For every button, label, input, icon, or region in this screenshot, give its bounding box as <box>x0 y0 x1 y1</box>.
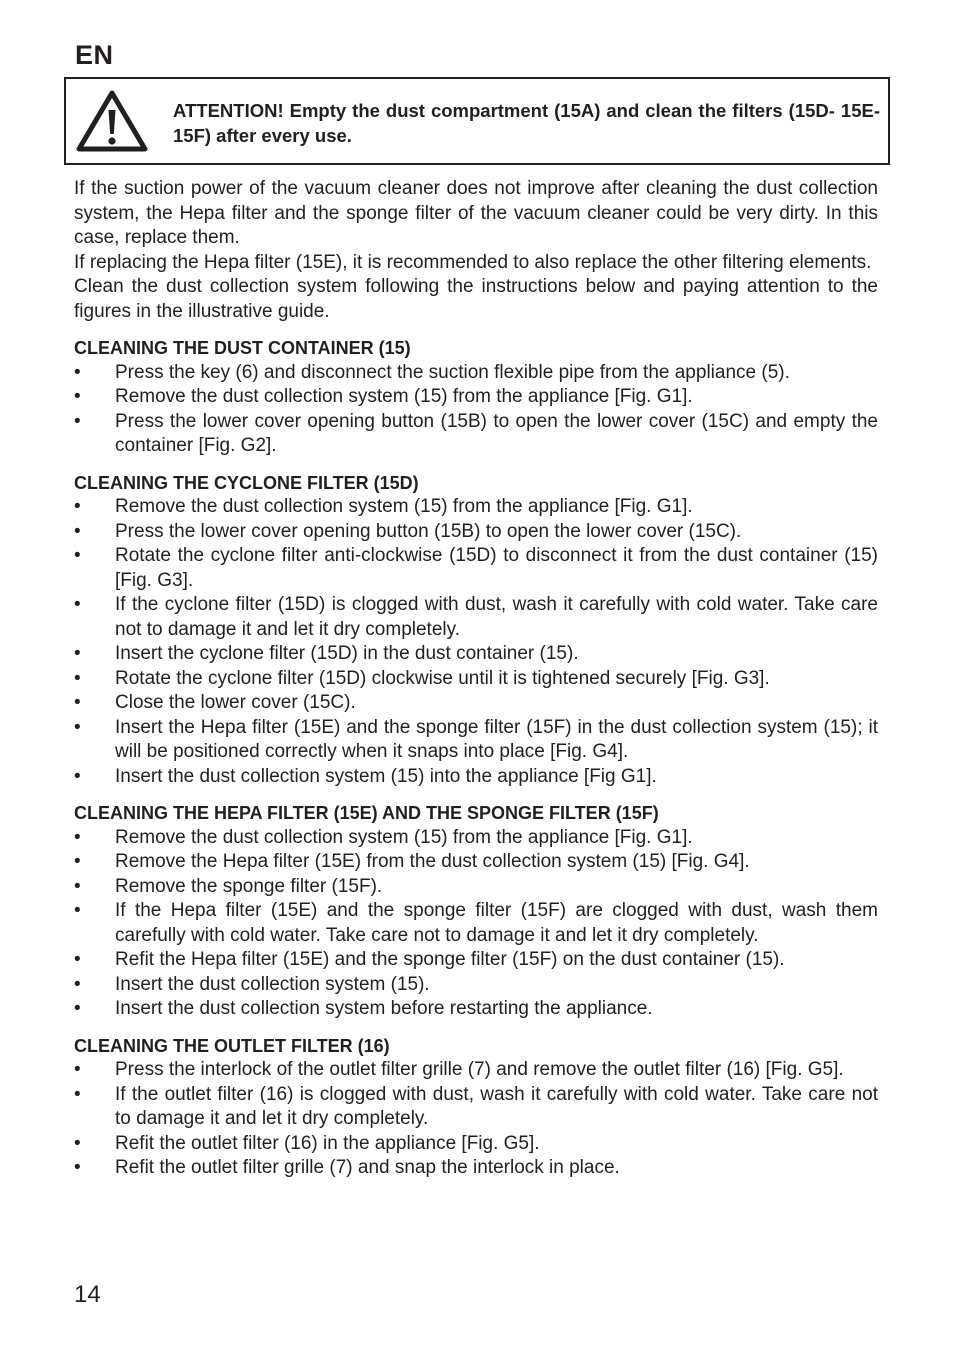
warning-triangle-icon <box>76 89 148 153</box>
bullet-list <box>74 361 878 459</box>
attention-box <box>64 77 890 165</box>
bullet-text: Rotate the cyclone filter (15D) clockwise until it is tightened securely [Fig. G3]. <box>115 667 770 689</box>
section-heading: CLEANING THE OUTLET FILTER (16) <box>74 1035 390 1056</box>
bullet-item <box>74 361 878 386</box>
intro-paragraphs <box>74 177 878 324</box>
bullet-marker: • <box>74 765 81 787</box>
bullet-text: Remove the dust collection system (15) from the appliance [Fig. G1]. <box>115 826 693 848</box>
bullet-item <box>74 716 878 765</box>
bullet-item <box>74 899 878 948</box>
intro-paragraph: If replacing the Hepa filter (15E), it is recommended to also replace the other filtering elements. <box>74 251 872 273</box>
bullet-item <box>74 410 878 459</box>
bullet-marker: • <box>74 949 81 970</box>
bullet-marker: • <box>74 692 81 713</box>
bullet-marker: • <box>74 1083 81 1105</box>
bullet-marker: • <box>74 1059 81 1080</box>
bullet-item <box>74 691 878 716</box>
bullet-list <box>74 1058 878 1181</box>
bullet-item <box>74 642 878 667</box>
bullet-text: Press the interlock of the outlet filter grille (7) and remove the outlet filter (16) [Fig. G5]. <box>115 1059 844 1080</box>
bullet-marker: • <box>74 410 81 432</box>
bullet-item <box>74 997 878 1022</box>
bullet-text: Remove the sponge filter (15F). <box>115 875 383 897</box>
bullet-text: Insert the dust collection system (15). <box>115 973 430 995</box>
bullet-item <box>74 1132 878 1157</box>
bullet-item <box>74 826 878 851</box>
bullet-item <box>74 667 878 692</box>
section-heading: CLEANING THE CYCLONE FILTER (15D) <box>74 472 419 493</box>
bullet-marker: • <box>74 716 81 738</box>
bullet-text: Insert the dust collection system (15) into the appliance [Fig G1]. <box>115 765 657 787</box>
bullet-text: If the Hepa filter (15E) and the sponge filter (15F) are clogged with dust, wash them carefully with cold water. Take care not to damage it and let it dry completely. <box>115 900 878 946</box>
bullet-text: Rotate the cyclone filter anti-clockwise (15D) to disconnect it from the dust container (15) [Fig. G3]. <box>115 545 878 591</box>
bullet-item <box>74 850 878 875</box>
bullet-marker: • <box>74 386 81 407</box>
bullet-item <box>74 495 878 520</box>
bullet-item <box>74 973 878 998</box>
bullet-text: Press the key (6) and disconnect the suction flexible pipe from the appliance (5). <box>115 361 790 383</box>
bullet-item <box>74 948 878 973</box>
bullet-text: Remove the dust collection system (15) from the appliance [Fig. G1]. <box>115 496 693 517</box>
section-heading: CLEANING THE HEPA FILTER (15E) AND THE SPONGE FILTER (15F) <box>74 803 659 823</box>
bullet-text: Refit the outlet filter grille (7) and snap the interlock in place. <box>115 1157 620 1178</box>
bullet-text: If the cyclone filter (15D) is clogged with dust, wash it carefully with cold water. Take care not to damage it and let it dry completely. <box>115 594 878 640</box>
bullet-text: Refit the outlet filter (16) in the appliance [Fig. G5]. <box>115 1132 540 1154</box>
bullet-marker: • <box>74 667 81 689</box>
page-number: 14 <box>74 1281 101 1308</box>
bullet-text: Remove the Hepa filter (15E) from the dust collection system (15) [Fig. G4]. <box>115 851 750 872</box>
bullet-list <box>74 826 878 1022</box>
bullet-text: Press the lower cover opening button (15B) to open the lower cover (15C). <box>115 520 742 542</box>
bullet-item <box>74 520 878 545</box>
language-tag: EN <box>75 40 114 70</box>
bullet-item <box>74 1083 878 1132</box>
bullet-marker: • <box>74 851 81 872</box>
bullet-marker: • <box>74 1157 81 1178</box>
bullet-marker: • <box>74 1132 81 1154</box>
instruction-section <box>74 336 878 459</box>
page-content <box>74 177 878 1181</box>
attention-text: ATTENTION! Empty the dust compartment (15A) and clean the filters (15D- 15E-15F) after every use. <box>173 100 880 146</box>
bullet-marker: • <box>74 520 81 542</box>
bullet-marker: • <box>74 594 81 615</box>
bullet-item <box>74 765 878 790</box>
bullet-item <box>74 1058 878 1083</box>
bullet-item <box>74 544 878 593</box>
bullet-item <box>74 875 878 900</box>
bullet-text: If the outlet filter (16) is clogged with dust, wash it carefully with cold water. Take care not to damage it and let it dry completely. <box>115 1083 878 1129</box>
intro-paragraph: Clean the dust collection system following the instructions below and paying attention to the figures in the illustrative guide. <box>74 276 878 322</box>
instruction-sections <box>74 336 878 1181</box>
bullet-marker: • <box>74 643 81 664</box>
bullet-text: Remove the dust collection system (15) from the appliance [Fig. G1]. <box>115 386 693 407</box>
bullet-marker: • <box>74 826 81 848</box>
instruction-section <box>74 471 878 790</box>
bullet-marker: • <box>74 545 81 566</box>
instruction-section <box>74 801 878 1022</box>
bullet-text: Insert the dust collection system before restarting the appliance. <box>115 998 653 1019</box>
bullet-item <box>74 593 878 642</box>
bullet-text: Close the lower cover (15C). <box>115 692 356 713</box>
bullet-marker: • <box>74 875 81 897</box>
bullet-item <box>74 1156 878 1181</box>
bullet-text: Insert the cyclone filter (15D) in the dust container (15). <box>115 643 579 664</box>
bullet-marker: • <box>74 496 81 517</box>
instruction-section <box>74 1034 878 1181</box>
bullet-list <box>74 495 878 789</box>
bullet-item <box>74 385 878 410</box>
bullet-text: Insert the Hepa filter (15E) and the sponge filter (15F) in the dust collection system (15); it will be positioned correctly when it snaps into place [Fig. G4]. <box>115 716 878 762</box>
intro-paragraph: If the suction power of the vacuum cleaner does not improve after cleaning the dust collection system, the Hepa filter and the sponge filter of the vacuum cleaner could be very dirty. In this case, replace them. <box>74 178 878 248</box>
bullet-marker: • <box>74 900 81 921</box>
bullet-marker: • <box>74 973 81 995</box>
section-heading: CLEANING THE DUST CONTAINER (15) <box>74 338 411 358</box>
bullet-marker: • <box>74 998 81 1019</box>
bullet-text: Refit the Hepa filter (15E) and the sponge filter (15F) on the dust container (15). <box>115 949 785 970</box>
bullet-text: Press the lower cover opening button (15B) to open the lower cover (15C) and empty the container [Fig. G2]. <box>115 410 878 456</box>
bullet-marker: • <box>74 361 81 383</box>
